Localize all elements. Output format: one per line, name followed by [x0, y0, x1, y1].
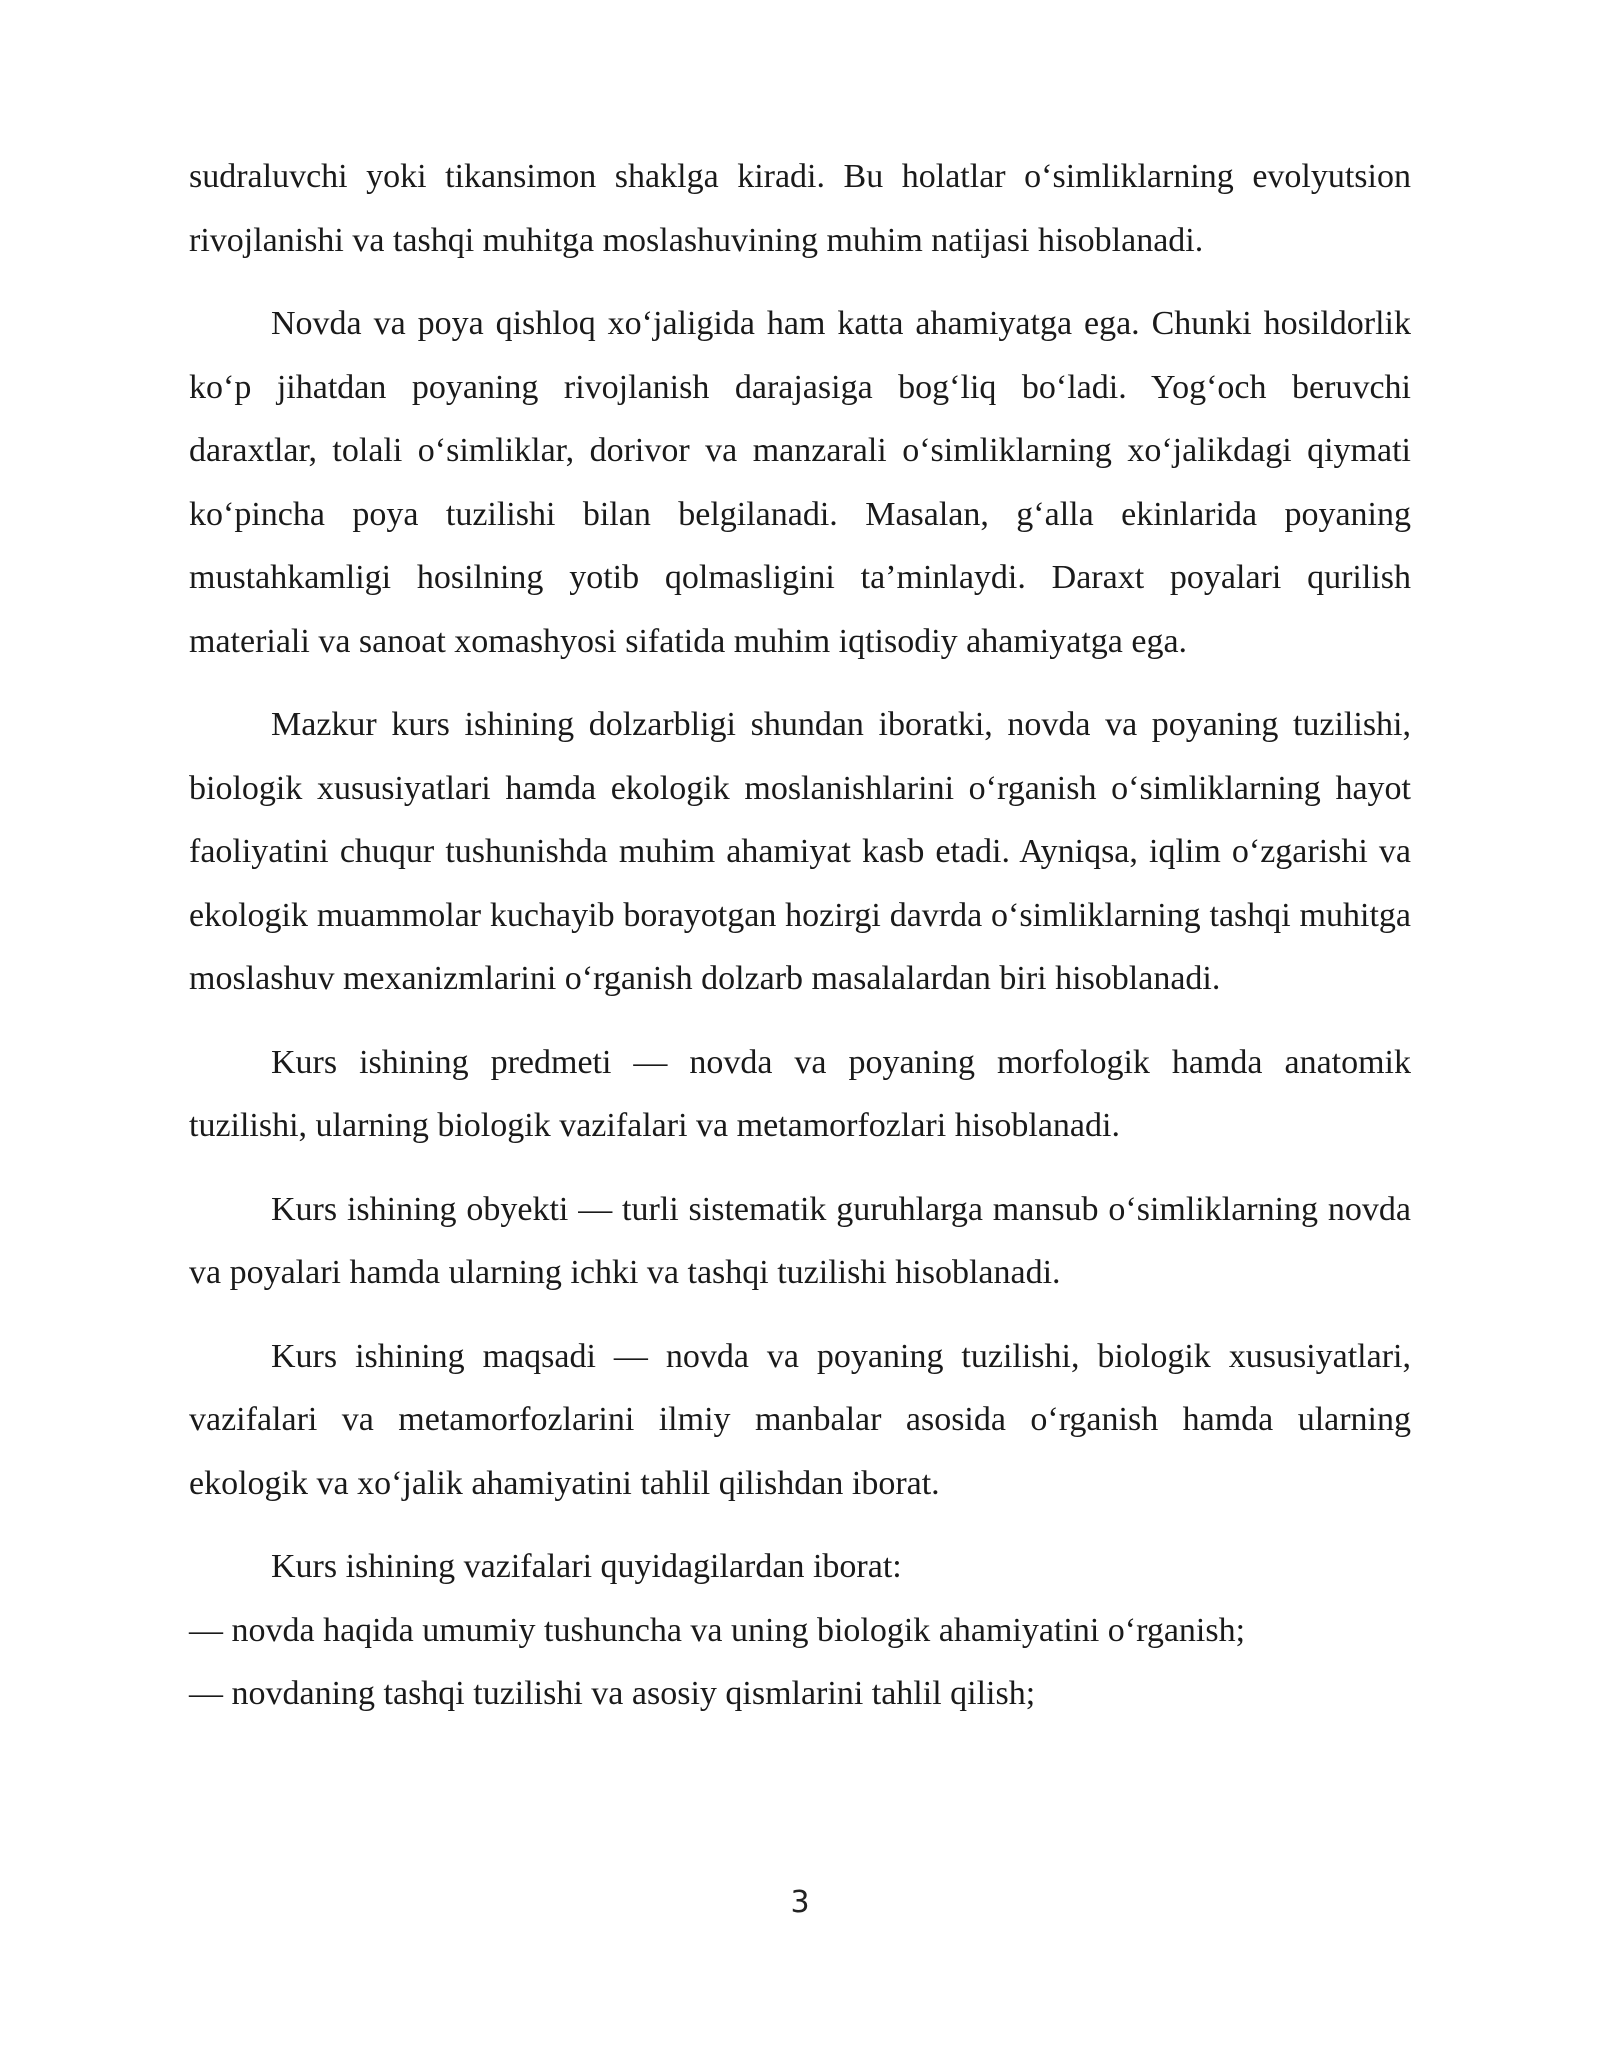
paragraph-object: Kurs ishining obyekti — turli sistematik guruhlarga mansub o‘simliklarning novda va poyalari hamda ularning ichki va tashqi tuzilishi hisoblanadi. — [189, 1190, 1411, 1291]
tasks-intro: Kurs ishining vazifalari quyidagilardan iborat: — [271, 1548, 902, 1585]
page-number: 3 — [790, 1885, 810, 1920]
tasks-list — [189, 1535, 1411, 1726]
paragraph-relevance: Mazkur kurs ishining dolzarbligi shundan iboratki, novda va poyaning tuzilishi, biologik xususiyatlari hamda ekologik moslanishlarini o‘rganish o‘simliklarning hayot faoliyatini chuqur tushunishda muhim ahamiyat kasb etadi. Ayniqsa, iqlim o‘zgarishi va ekologik muammolar kuchayib borayotgan hozirgi davrda o‘simliklarning tashqi muhitga moslashuv mexanizmlarini o‘rganish dolzarb masalalardan biri hisoblanadi. — [189, 706, 1411, 997]
paragraph-goal: Kurs ishining maqsadi — novda va poyaning tuzilishi, biologik xususiyatlari, vazifalari va metamorfozlarini ilmiy manbalar asosida o‘rganish hamda ularning ekologik va xo‘jalik ahamiyatini tahlil qilishdan iborat. — [189, 1337, 1411, 1502]
task-item: — novda haqida umumiy tushuncha va uning biologik ahamiyatini o‘rganish; — [189, 1611, 1246, 1649]
paragraph-continuation: sudraluvchi yoki tikansimon shaklga kiradi. Bu holatlar o‘simliklarning evolyutsion rivojlanishi va tashqi muhitga moslashuvining muhim natijasi hisoblanadi. — [189, 158, 1411, 259]
paragraph-subject: Kurs ishining predmeti — novda va poyaning morfologik hamda anatomik tuzilishi, ularning biologik vazifalari va metamorfozlari hisoblanadi. — [189, 1043, 1411, 1144]
page-body — [189, 145, 1411, 1726]
paragraph-agriculture-importance: Novda va poya qishloq xo‘jaligida ham katta ahamiyatga ega. Chunki hosildorlik ko‘p jihatdan poyaning rivojlanish darajasiga bog‘liq bo‘ladi. Yog‘och beruvchi daraxtlar, tolali o‘simliklar, dorivor va manzarali o‘simliklarning xo‘jalikdagi qiymati ko‘pincha poya tuzilishi bilan belgilanadi. Masalan, g‘alla ekinlarida poyaning mustahkamligi hosilning yotib qolmasligini ta’minlaydi. Daraxt poyalari qurilish materiali va sanoat xomashyosi sifatida muhim iqtisodiy ahamiyatga ega. — [189, 305, 1411, 660]
task-item: — novdaning tashqi tuzilishi va asosiy qismlarini tahlil qilish; — [189, 1675, 1036, 1712]
